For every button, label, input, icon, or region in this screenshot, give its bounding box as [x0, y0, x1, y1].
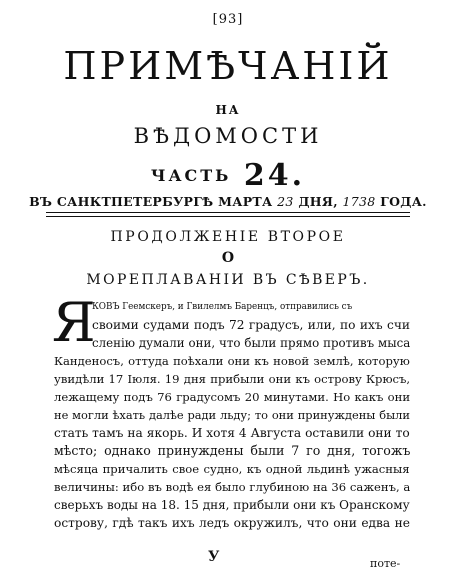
text-line: своими судами подъ 72 градусъ, или, по ихъ счи: [92, 318, 411, 332]
text-line: мѣсяца причалить свое судно, къ одной льдинѣ ужасныя: [54, 462, 410, 476]
text-line: сверьхъ воды на 18. 15 дня, прибыли они къ Оранскому: [54, 498, 410, 512]
dateline-end: ГОДА.: [380, 194, 427, 209]
part-heading: [0, 158, 456, 193]
part-number: 24.: [243, 158, 306, 193]
text-line: Канденосъ, оттуда поѣхали они къ новой землѣ, которую: [54, 354, 410, 368]
dateline-place: ВЪ САНКТПЕТЕРБУРГѢ МАРТА: [29, 194, 273, 209]
page-number: [93]: [212, 12, 244, 27]
dateline: [0, 194, 456, 209]
text-line: увидѣли 17 Іюля. 19 дня прибыли они къ острову Крюсъ,: [54, 372, 411, 386]
text-line: не могли ѣхать далѣе ради льду; то они принуждены были: [54, 408, 410, 422]
document-title: ПРИМѢЧАНІЙ: [63, 44, 393, 88]
dateline-year: 1738: [342, 194, 376, 209]
text-line: величины: ибо въ водѣ ея было глубиною на 36 саженъ, а: [54, 480, 411, 494]
part-label: ЧАСТЬ: [150, 166, 232, 185]
double-rule-top: [46, 212, 410, 213]
text-line: острову, гдѣ такъ ихъ ледъ окружилъ, что они едва не: [54, 516, 410, 530]
dateline-mid: ДНЯ,: [298, 194, 338, 209]
double-rule-bottom: [46, 216, 410, 217]
title-preposition: НА: [215, 103, 241, 117]
drop-cap: Я: [52, 291, 96, 354]
text-line: стать тамъ на якорь. И хотя 4 Августа оставили они то: [54, 426, 410, 440]
title-subject: ВѢДОМОСТИ: [133, 124, 323, 148]
text-line: мѣсто; однако принуждены были 7 го дня, тогожъ: [54, 443, 411, 458]
dateline-day: 23: [277, 194, 294, 209]
text-line: сленію думали они, что были прямо противъ мыса: [92, 336, 411, 350]
section-heading: ПРОДОЛЖЕНІЕ ВТОРОЕ: [110, 229, 346, 245]
catchword-center: У: [208, 549, 220, 565]
catchword: поте-: [370, 557, 401, 570]
section-subject: МОРЕПЛАВАНІИ ВЪ СѢВЕРЪ.: [86, 272, 370, 288]
text-line: КОВЪ Геемскеръ, и Гвилелмъ Баренцъ, отправились съ: [92, 302, 353, 312]
section-preposition: О: [221, 250, 235, 266]
text-line: лежащему подъ 76 градусомъ 20 минутами. Но какъ они: [54, 390, 411, 404]
